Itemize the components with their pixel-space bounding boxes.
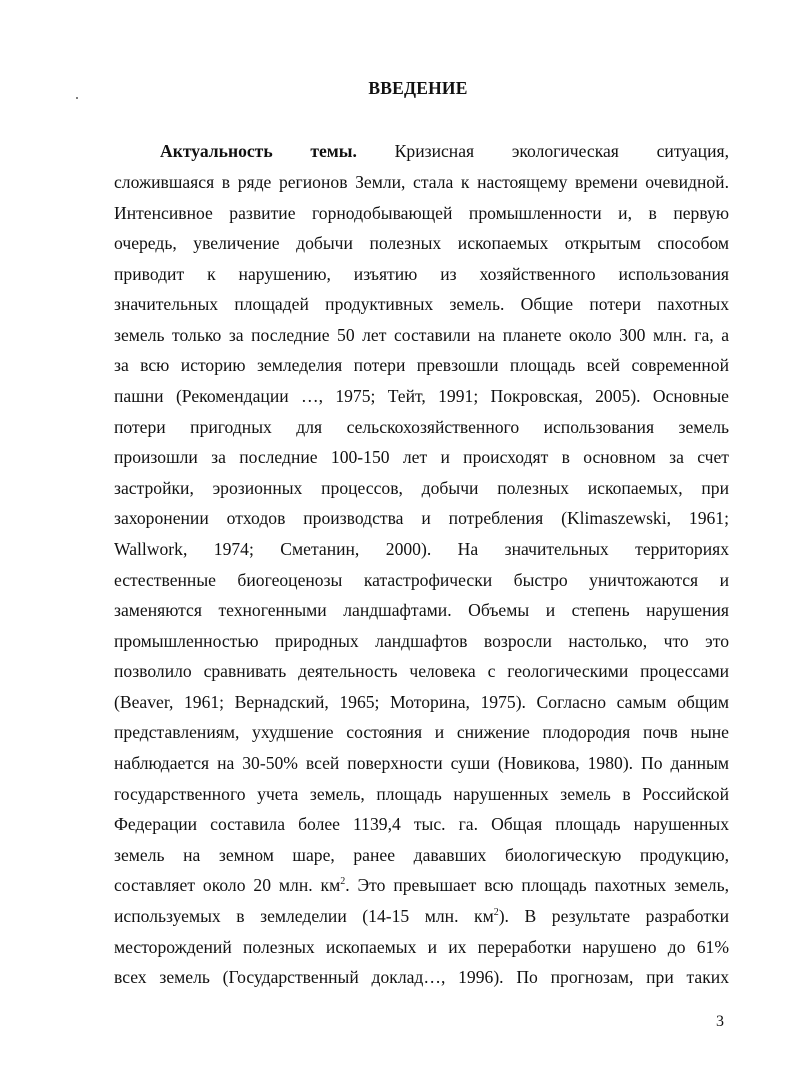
text-line xyxy=(160,141,729,171)
text-line: застройки, эрозионных процессов, добычи полезных ископаемых, при xyxy=(114,478,729,498)
text-line: потери пригодных для сельскохозяйственного использования земель xyxy=(114,417,729,437)
text-fragment: ). В результате разработки xyxy=(498,906,729,926)
text-line: Интенсивное развитие горнодобывающей промышленности и, в первую xyxy=(114,203,729,223)
section-title: ВВЕДЕНИЕ xyxy=(368,78,468,98)
text-line: земель на земном шаре, ранее дававших биологическую продукцию, xyxy=(114,845,729,865)
page-number: 3 xyxy=(716,1013,724,1030)
text-line: Федерации составила более 1139,4 тыс. га. Общая площадь нарушенных xyxy=(114,814,729,834)
text-line: очередь, увеличение добычи полезных ископаемых открытым способом xyxy=(114,233,729,253)
superscript: 2 xyxy=(493,907,499,919)
text-line: позволило сравнивать деятельность человека с геологическими процессами xyxy=(114,661,729,681)
text-line xyxy=(114,875,729,905)
text-line: земель только за последние 50 лет составили на планете около 300 млн. га, а xyxy=(114,325,729,345)
text-line-content: Кризисная экологическая ситуация, xyxy=(394,141,729,161)
text-fragment: . Это превышает всю площадь пахотных земель, xyxy=(345,875,729,895)
text-fragment: составляет около 20 млн. км xyxy=(114,875,341,895)
text-line: приводит к нарушению, изъятию из хозяйственного использования xyxy=(114,264,729,284)
text-line: наблюдается на 30-50% всей поверхности суши (Новикова, 1980). По данным xyxy=(114,753,729,773)
text-line: сложившаяся в ряде регионов Земли, стала к настоящему времени очевидной. xyxy=(114,172,729,192)
text-line: за всю историю земледелия потери превзошли площадь всей современной xyxy=(114,355,729,375)
text-line: заменяются техногенными ландшафтами. Объемы и степень нарушения xyxy=(114,600,729,620)
text-line: (Beaver, 1961; Вернадский, 1965; Моторина, 1975). Согласно самым общим xyxy=(114,692,729,712)
text-line: значительных площадей продуктивных земель. Общие потери пахотных xyxy=(114,294,729,314)
text-line: всех земель (Государственный доклад…, 1996). По прогнозам, при таких xyxy=(114,967,729,987)
text-line: захоронении отходов производства и потребления (Klimaszewski, 1961; xyxy=(114,508,729,528)
text-line: естественные биогеоценозы катастрофически быстро уничтожаются и xyxy=(114,570,729,590)
text-line: промышленностью природных ландшафтов возросли настолько, что это xyxy=(114,631,729,651)
text-fragment: используемых в земледелии (14-15 млн. км xyxy=(114,906,494,926)
text-line: произошли за последние 100-150 лет и происходят в основном за счет xyxy=(114,447,729,467)
text-line: представлениям, ухудшение состояния и снижение плодородия почв ныне xyxy=(114,722,729,742)
text-line: пашни (Рекомендации …, 1975; Тейт, 1991; Покровская, 2005). Основные xyxy=(114,386,729,406)
text-line: государственного учета земель, площадь нарушенных земель в Российской xyxy=(114,784,729,804)
superscript: 2 xyxy=(340,876,346,888)
text-line xyxy=(114,906,729,936)
text-line: месторождений полезных ископаемых и их переработки нарушено до 61% xyxy=(114,937,729,957)
lead-heading: Актуальность темы. xyxy=(160,141,357,161)
text-line: Wallwork, 1974; Сметанин, 2000). На значительных территориях xyxy=(114,539,729,559)
